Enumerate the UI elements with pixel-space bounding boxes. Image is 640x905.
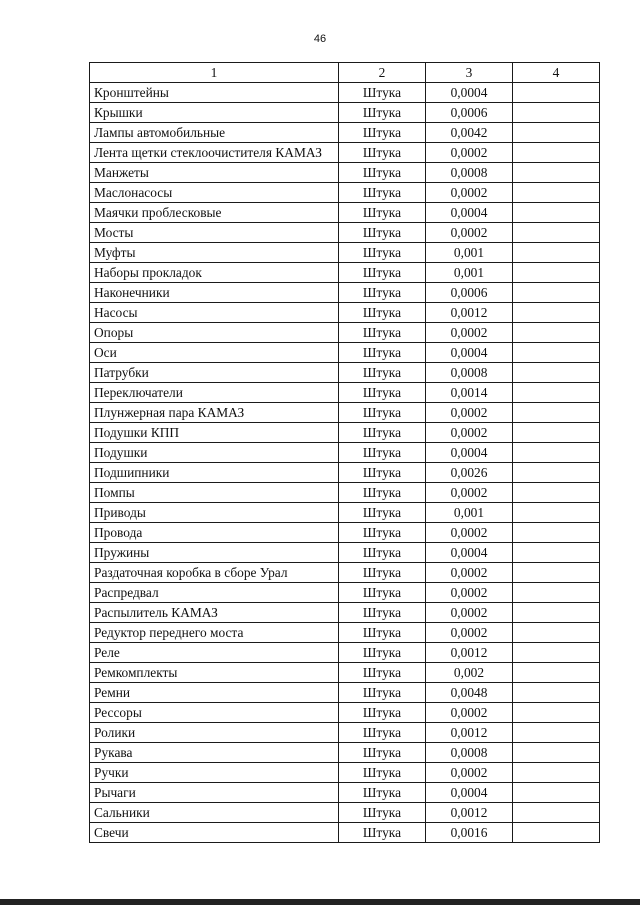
item-name-cell: Рукава (90, 743, 339, 763)
value-cell: 0,0008 (426, 363, 513, 383)
table-row (90, 423, 600, 443)
page-number: 46 (313, 33, 327, 45)
table-row (90, 143, 600, 163)
empty-cell (513, 643, 600, 663)
value-cell: 0,0002 (426, 763, 513, 783)
unit-cell: Штука (339, 583, 426, 603)
unit-cell: Штука (339, 343, 426, 363)
column-header: 2 (339, 63, 426, 83)
value-cell: 0,0002 (426, 703, 513, 723)
unit-cell: Штука (339, 303, 426, 323)
item-name-cell: Рычаги (90, 783, 339, 803)
empty-cell (513, 523, 600, 543)
table-body (90, 83, 600, 843)
items-table (89, 62, 600, 843)
table-row (90, 463, 600, 483)
empty-cell (513, 443, 600, 463)
table-row (90, 543, 600, 563)
table-row (90, 123, 600, 143)
empty-cell (513, 543, 600, 563)
value-cell: 0,0002 (426, 563, 513, 583)
item-name-cell: Опоры (90, 323, 339, 343)
item-name-cell: Наборы прокладок (90, 263, 339, 283)
empty-cell (513, 363, 600, 383)
table-row (90, 563, 600, 583)
empty-cell (513, 323, 600, 343)
value-cell: 0,001 (426, 503, 513, 523)
value-cell: 0,0004 (426, 83, 513, 103)
item-name-cell: Кронштейны (90, 83, 339, 103)
unit-cell: Штука (339, 383, 426, 403)
value-cell: 0,0004 (426, 443, 513, 463)
item-name-cell: Подшипники (90, 463, 339, 483)
unit-cell: Штука (339, 323, 426, 343)
table-row (90, 303, 600, 323)
empty-cell (513, 203, 600, 223)
table-row (90, 603, 600, 623)
table-row (90, 343, 600, 363)
empty-cell (513, 583, 600, 603)
unit-cell: Штука (339, 263, 426, 283)
value-cell: 0,0002 (426, 143, 513, 163)
item-name-cell: Рессоры (90, 703, 339, 723)
unit-cell: Штука (339, 203, 426, 223)
unit-cell: Штука (339, 743, 426, 763)
value-cell: 0,0002 (426, 483, 513, 503)
column-header: 4 (513, 63, 600, 83)
table-row (90, 663, 600, 683)
table-row (90, 103, 600, 123)
table-row (90, 203, 600, 223)
unit-cell: Штука (339, 563, 426, 583)
item-name-cell: Насосы (90, 303, 339, 323)
empty-cell (513, 623, 600, 643)
table-row (90, 723, 600, 743)
item-name-cell: Раздаточная коробка в сборе Урал (90, 563, 339, 583)
table-row (90, 703, 600, 723)
table-row (90, 523, 600, 543)
table-row (90, 443, 600, 463)
value-cell: 0,0002 (426, 223, 513, 243)
empty-cell (513, 243, 600, 263)
empty-cell (513, 283, 600, 303)
table-row (90, 823, 600, 843)
item-name-cell: Лента щетки стеклоочистителя КАМАЗ (90, 143, 339, 163)
item-name-cell: Подушки (90, 443, 339, 463)
item-name-cell: Подушки КПП (90, 423, 339, 443)
item-name-cell: Ремни (90, 683, 339, 703)
value-cell: 0,0002 (426, 583, 513, 603)
table-row (90, 363, 600, 383)
empty-cell (513, 383, 600, 403)
table-row (90, 583, 600, 603)
unit-cell: Штука (339, 643, 426, 663)
item-name-cell: Ролики (90, 723, 339, 743)
value-cell: 0,0008 (426, 743, 513, 763)
item-name-cell: Лампы автомобильные (90, 123, 339, 143)
value-cell: 0,001 (426, 243, 513, 263)
unit-cell: Штука (339, 763, 426, 783)
item-name-cell: Распредвал (90, 583, 339, 603)
value-cell: 0,001 (426, 263, 513, 283)
value-cell: 0,0014 (426, 383, 513, 403)
unit-cell: Штука (339, 243, 426, 263)
table-row (90, 163, 600, 183)
item-name-cell: Муфты (90, 243, 339, 263)
item-name-cell: Крышки (90, 103, 339, 123)
value-cell: 0,0026 (426, 463, 513, 483)
value-cell: 0,0048 (426, 683, 513, 703)
value-cell: 0,002 (426, 663, 513, 683)
unit-cell: Штука (339, 503, 426, 523)
empty-cell (513, 423, 600, 443)
unit-cell: Штука (339, 683, 426, 703)
empty-cell (513, 483, 600, 503)
unit-cell: Штука (339, 543, 426, 563)
empty-cell (513, 563, 600, 583)
item-name-cell: Маслонасосы (90, 183, 339, 203)
unit-cell: Штука (339, 523, 426, 543)
value-cell: 0,0002 (426, 183, 513, 203)
unit-cell: Штука (339, 443, 426, 463)
empty-cell (513, 763, 600, 783)
item-name-cell: Ремкомплекты (90, 663, 339, 683)
empty-cell (513, 403, 600, 423)
empty-cell (513, 743, 600, 763)
empty-cell (513, 603, 600, 623)
item-name-cell: Редуктор переднего моста (90, 623, 339, 643)
column-header: 1 (90, 63, 339, 83)
table-row (90, 223, 600, 243)
item-name-cell: Плунжерная пара КАМАЗ (90, 403, 339, 423)
table-row (90, 623, 600, 643)
item-name-cell: Реле (90, 643, 339, 663)
table-row (90, 803, 600, 823)
value-cell: 0,0002 (426, 603, 513, 623)
value-cell: 0,0012 (426, 803, 513, 823)
page-edge (0, 899, 640, 905)
table-row (90, 263, 600, 283)
item-name-cell: Переключатели (90, 383, 339, 403)
value-cell: 0,0002 (426, 403, 513, 423)
unit-cell: Штука (339, 143, 426, 163)
item-name-cell: Провода (90, 523, 339, 543)
item-name-cell: Распылитель КАМАЗ (90, 603, 339, 623)
value-cell: 0,0002 (426, 623, 513, 643)
empty-cell (513, 263, 600, 283)
item-name-cell: Сальники (90, 803, 339, 823)
unit-cell: Штука (339, 483, 426, 503)
table-row (90, 283, 600, 303)
empty-cell (513, 103, 600, 123)
unit-cell: Штука (339, 163, 426, 183)
value-cell: 0,0004 (426, 343, 513, 363)
empty-cell (513, 463, 600, 483)
column-header: 3 (426, 63, 513, 83)
unit-cell: Штука (339, 183, 426, 203)
empty-cell (513, 723, 600, 743)
table-row (90, 763, 600, 783)
value-cell: 0,0008 (426, 163, 513, 183)
table-row (90, 683, 600, 703)
value-cell: 0,0002 (426, 423, 513, 443)
table-row (90, 483, 600, 503)
empty-cell (513, 823, 600, 843)
table-header-row (90, 63, 600, 83)
empty-cell (513, 783, 600, 803)
empty-cell (513, 683, 600, 703)
table-row (90, 643, 600, 663)
empty-cell (513, 223, 600, 243)
table-row (90, 403, 600, 423)
empty-cell (513, 803, 600, 823)
unit-cell: Штука (339, 403, 426, 423)
table-row (90, 783, 600, 803)
value-cell: 0,0006 (426, 283, 513, 303)
unit-cell: Штука (339, 823, 426, 843)
value-cell: 0,0002 (426, 323, 513, 343)
unit-cell: Штука (339, 663, 426, 683)
unit-cell: Штука (339, 463, 426, 483)
value-cell: 0,0004 (426, 783, 513, 803)
empty-cell (513, 163, 600, 183)
unit-cell: Штука (339, 103, 426, 123)
unit-cell: Штука (339, 423, 426, 443)
unit-cell: Штука (339, 223, 426, 243)
unit-cell: Штука (339, 283, 426, 303)
empty-cell (513, 183, 600, 203)
value-cell: 0,0002 (426, 523, 513, 543)
table-row (90, 743, 600, 763)
value-cell: 0,0042 (426, 123, 513, 143)
item-name-cell: Пружины (90, 543, 339, 563)
item-name-cell: Манжеты (90, 163, 339, 183)
empty-cell (513, 703, 600, 723)
empty-cell (513, 503, 600, 523)
table-row (90, 503, 600, 523)
unit-cell: Штука (339, 603, 426, 623)
value-cell: 0,0016 (426, 823, 513, 843)
empty-cell (513, 303, 600, 323)
item-name-cell: Патрубки (90, 363, 339, 383)
item-name-cell: Мосты (90, 223, 339, 243)
unit-cell: Штука (339, 703, 426, 723)
table-row (90, 323, 600, 343)
value-cell: 0,0012 (426, 303, 513, 323)
value-cell: 0,0004 (426, 543, 513, 563)
unit-cell: Штука (339, 83, 426, 103)
unit-cell: Штука (339, 363, 426, 383)
empty-cell (513, 663, 600, 683)
unit-cell: Штука (339, 623, 426, 643)
item-name-cell: Оси (90, 343, 339, 363)
unit-cell: Штука (339, 123, 426, 143)
unit-cell: Штука (339, 803, 426, 823)
item-name-cell: Маячки проблесковые (90, 203, 339, 223)
value-cell: 0,0012 (426, 723, 513, 743)
table-row (90, 383, 600, 403)
value-cell: 0,0012 (426, 643, 513, 663)
value-cell: 0,0006 (426, 103, 513, 123)
item-name-cell: Наконечники (90, 283, 339, 303)
item-name-cell: Помпы (90, 483, 339, 503)
empty-cell (513, 83, 600, 103)
empty-cell (513, 143, 600, 163)
table-row (90, 243, 600, 263)
value-cell: 0,0004 (426, 203, 513, 223)
empty-cell (513, 123, 600, 143)
empty-cell (513, 343, 600, 363)
item-name-cell: Ручки (90, 763, 339, 783)
unit-cell: Штука (339, 783, 426, 803)
item-name-cell: Свечи (90, 823, 339, 843)
table-row (90, 83, 600, 103)
table-row (90, 183, 600, 203)
item-name-cell: Приводы (90, 503, 339, 523)
unit-cell: Штука (339, 723, 426, 743)
